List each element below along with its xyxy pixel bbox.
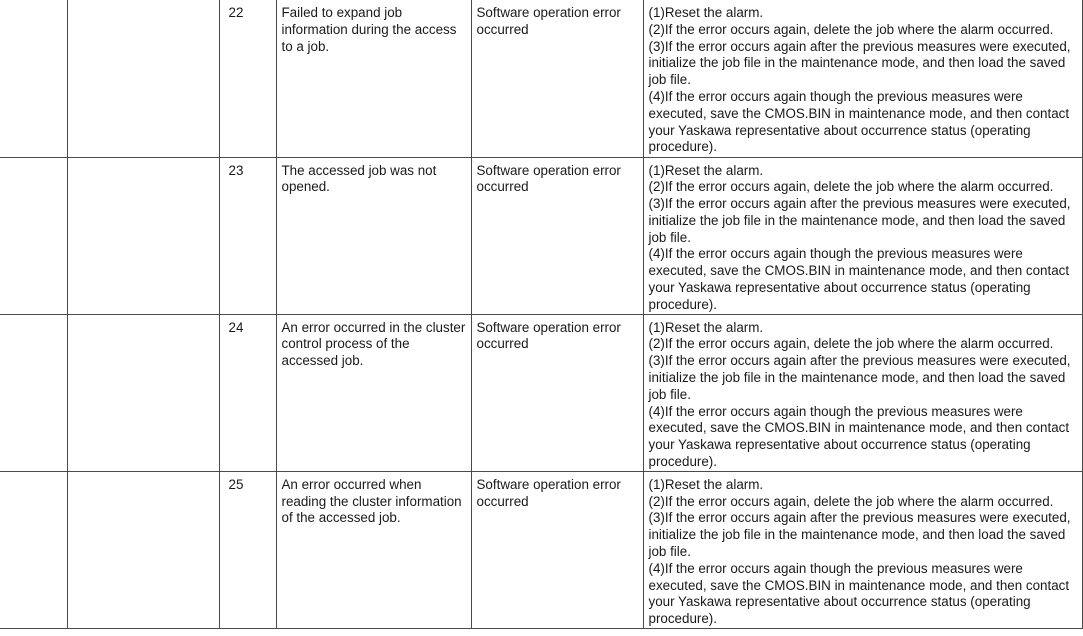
alarm-name-cell [67, 0, 219, 157]
sub-code-cell: 23 [219, 157, 276, 314]
table-row [0, 157, 1082, 314]
table-row [0, 0, 1082, 157]
sub-code-cell: 22 [219, 0, 276, 157]
remedy-step: (1)Reset the alarm. [648, 319, 764, 335]
remedy-step: (1)Reset the alarm. [648, 162, 764, 178]
cause-cell: Software operation error occurred [471, 0, 643, 157]
remedy-step: (4)If the error occurs again though the previous measures were executed, save the CMOS.BIN in maintenance mode, and then contact your Yaskawa representative about occurrence status (operating procedure). [648, 246, 1070, 312]
alarm-name-cell [67, 314, 219, 471]
remedy-step: (3)If the error occurs again after the previous measures were executed, initialize the job file in the maintenance mode, and then load the saved job file. [648, 196, 1071, 245]
sub-code-cell: 24 [219, 314, 276, 471]
remedy-step: (2)If the error occurs again, delete the job where the alarm occurred. [648, 493, 1054, 509]
alarm-number-cell [0, 471, 67, 628]
remedy-step: (3)If the error occurs again after the previous measures were executed, initialize the job file in the maintenance mode, and then load the saved job file. [648, 353, 1071, 402]
remedy-step: (4)If the error occurs again though the previous measures were executed, save the CMOS.BIN in maintenance mode, and then contact your Yaskawa representative about occurrence status (operating procedure). [648, 88, 1070, 155]
table-row [0, 471, 1082, 628]
sub-code-cell: 25 [219, 471, 276, 628]
remedy-step: (4)If the error occurs again though the previous measures were executed, save the CMOS.BIN in maintenance mode, and then contact your Yaskawa representative about occurrence status (operating procedure). [648, 403, 1070, 470]
remedy-step: (2)If the error occurs again, delete the job where the alarm occurred. [648, 336, 1054, 352]
remedy-cell [643, 471, 1082, 628]
remedy-cell [643, 0, 1082, 157]
meaning-cell: An error occurred in the cluster control process of the accessed job. [276, 314, 471, 471]
remedy-step: (2)If the error occurs again, delete the job where the alarm occurred. [648, 21, 1054, 37]
cause-cell: Software operation error occurred [471, 471, 643, 628]
remedy-step: (3)If the error occurs again after the previous measures were executed, initialize the job file in the maintenance mode, and then load the saved job file. [648, 510, 1071, 560]
remedy-cell [643, 314, 1082, 471]
meaning-cell: An error occurred when reading the cluster information of the accessed job. [276, 471, 471, 628]
remedy-step: (1)Reset the alarm. [648, 476, 764, 492]
remedy-cell [643, 157, 1082, 314]
alarm-name-cell [67, 471, 219, 628]
table-row [0, 314, 1082, 471]
cause-cell: Software operation error occurred [471, 314, 643, 471]
remedy-step: (3)If the error occurs again after the previous measures were executed, initialize the job file in the maintenance mode, and then load the saved job file. [648, 38, 1071, 88]
alarm-name-cell [67, 157, 219, 314]
remedy-step: (2)If the error occurs again, delete the job where the alarm occurred. [648, 179, 1054, 195]
meaning-cell: Failed to expand job information during the access to a job. [276, 0, 471, 157]
cause-cell: Software operation error occurred [471, 157, 643, 314]
remedy-step: (1)Reset the alarm. [648, 5, 764, 20]
alarm-number-cell [0, 157, 67, 314]
alarm-number-cell [0, 314, 67, 471]
alarm-number-cell [0, 0, 67, 157]
remedy-step: (4)If the error occurs again though the previous measures were executed, save the CMOS.BIN in maintenance mode, and then contact your Yaskawa representative about occurrence status (operating procedure). [648, 560, 1070, 627]
meaning-cell: The accessed job was not opened. [276, 157, 471, 314]
